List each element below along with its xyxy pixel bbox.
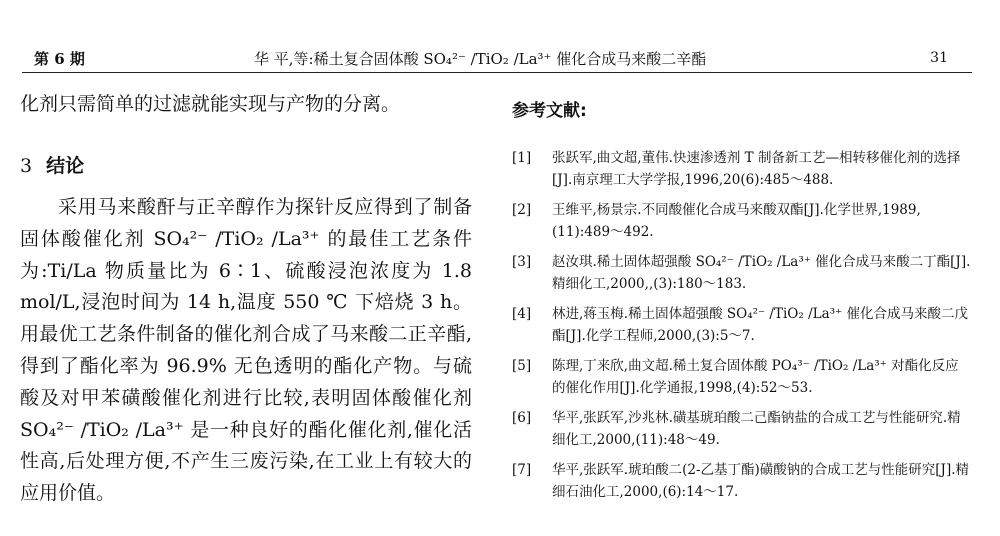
reference-text: 张跃军,曲文超,董伟.快速渗透剂 T 制备新工艺—相转移催化剂的选择[J].南京理工大学学报,1996,20(6):485～488.: [552, 150, 961, 188]
reference-list: [512, 147, 972, 503]
page-header: [22, 44, 972, 73]
references-heading: 参考文献:: [512, 101, 587, 121]
section-heading: [20, 152, 472, 180]
reference-number: [6]: [512, 410, 532, 426]
reference-text: 陈理,丁来欣,曲文超.稀土复合固体酸 PO₄³⁻ /TiO₂ /La³⁺ 对酯化反应的催化作用[J].化学通报,1998,(4):52～53.: [552, 358, 959, 396]
references-column: [512, 96, 972, 511]
reference-text: 王维平,杨景宗.不同酸催化合成马来酸双酯[J].化学世界,1989,(11):489～492.: [552, 202, 921, 240]
page-number: 31: [930, 50, 948, 66]
conclusion-paragraph: 采用马来酸酐与正辛醇作为探针反应得到了制备固体酸催化剂 SO₄²⁻ /TiO₂ /La³⁺ 的最佳工艺条件为:Ti/La 物质量比为 6∶1、硫酸浸泡浓度为 1.8 mol/L,浸泡时间为 14 h,温度 550 ℃ 下焙烧 3 h。用最优工艺条件制备的催化剂合成了马来酸二正辛酯,得到了酯化率为 96.9% 无色透明的酯化产物。与硫酸及对甲苯磺酸催化剂进行比较,表明固体酸催化剂 SO₄²⁻ /TiO₂ /La³⁺ 是一种良好的酯化催化剂,催化活性高,后处理方便,不产生三废污染,在工业上有较大的应用价值。: [20, 196, 472, 505]
reference-number: [5]: [512, 358, 532, 374]
running-title: 华 平,等:稀土复合固体酸 SO₄²⁻ /TiO₂ /La³⁺ 催化合成马来酸二辛酯: [254, 50, 707, 68]
reference-number: [1]: [512, 150, 532, 166]
continuation-text: 化剂只需简单的过滤就能实现与产物的分离。: [20, 93, 401, 115]
reference-number: [4]: [512, 306, 532, 322]
section-title: 结论: [46, 155, 85, 177]
reference-item: [512, 251, 972, 295]
reference-item: [512, 303, 972, 347]
reference-item: [512, 147, 972, 191]
reference-number: [2]: [512, 202, 532, 218]
section-number: 3: [20, 155, 33, 177]
reference-item: [512, 355, 972, 399]
reference-number: [3]: [512, 254, 532, 270]
reference-item: [512, 199, 972, 243]
issue-label: 第 6 期: [34, 50, 85, 68]
reference-text: 华平,张跃军,沙兆林.磺基琥珀酸二己酯钠盐的合成工艺与性能研究.精细化工,2000,(11):48～49.: [552, 410, 961, 448]
left-column: [20, 90, 472, 529]
reference-item: [512, 459, 972, 503]
reference-number: [7]: [512, 462, 532, 478]
reference-item: [512, 407, 972, 451]
reference-text: 赵汝琪.稀土固体超强酸 SO₄²⁻ /TiO₂ /La³⁺ 催化合成马来酸二丁酯[J].精细化工,2000,,(3):180～183.: [552, 254, 971, 292]
reference-text: 林进,蒋玉梅.稀土固体超强酸 SO₄²⁻ /TiO₂ /La³⁺ 催化合成马来酸二戊酯[J].化学工程师,2000,(3):5～7.: [552, 306, 968, 344]
reference-text: 华平,张跃军.琥珀酸二(2-乙基丁酯)磺酸钠的合成工艺与性能研究[J].精细石油化工,2000,(6):14～17.: [552, 462, 970, 500]
